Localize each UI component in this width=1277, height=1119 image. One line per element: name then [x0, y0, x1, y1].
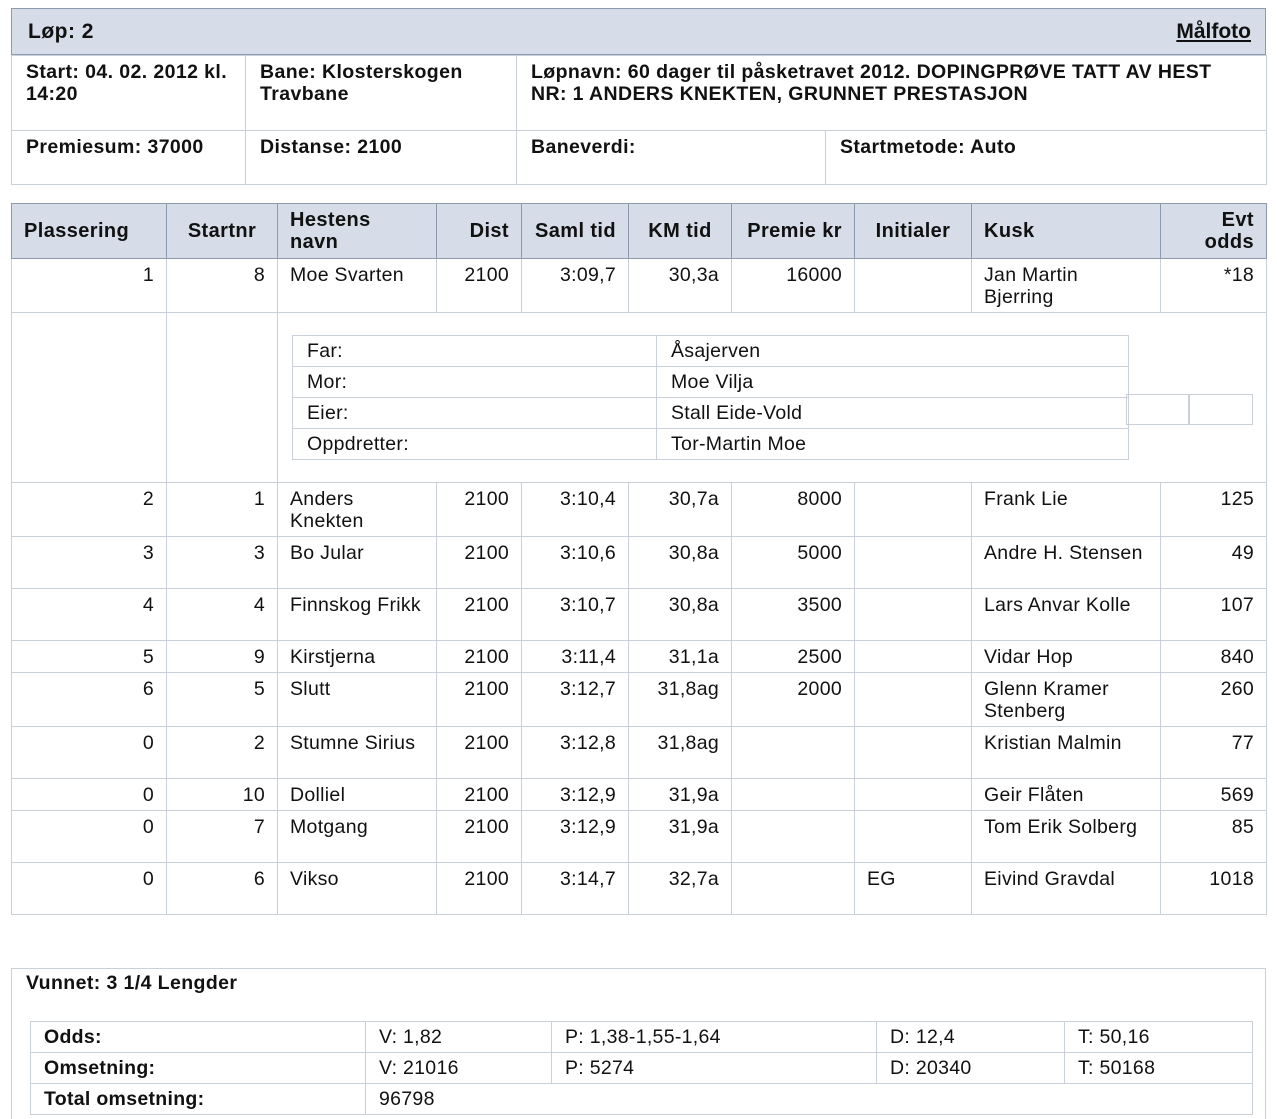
dist-cell: 2100 [437, 727, 522, 779]
race-info-table [11, 55, 1267, 185]
dist-cell: 2100 [437, 811, 522, 863]
distance-info: Distanse: 2100 [246, 131, 517, 185]
km-time-cell: 30,8a [629, 589, 732, 641]
horse-name-cell: Dolliel [278, 779, 437, 811]
place-cell: 1 [12, 259, 167, 313]
total-time-cell: 3:12,9 [522, 779, 629, 811]
odds-row [31, 1022, 1253, 1053]
driver-cell: Lars Anvar Kolle [972, 589, 1161, 641]
empty-cell [167, 313, 278, 483]
col-start-no[interactable]: Startnr [167, 204, 278, 259]
km-time-cell: 30,7a [629, 483, 732, 537]
col-driver[interactable]: Kusk [972, 204, 1161, 259]
table-row[interactable] [12, 863, 1267, 915]
place-cell: 4 [12, 589, 167, 641]
odds-cell: *18 [1161, 259, 1267, 313]
dist-cell: 2100 [437, 779, 522, 811]
horse-name-cell: Bo Jular [278, 537, 437, 589]
driver-cell: Tom Erik Solberg [972, 811, 1161, 863]
odds-cell: 840 [1161, 641, 1267, 673]
table-row[interactable] [12, 483, 1267, 537]
prize-cell: 16000 [732, 259, 855, 313]
km-time-cell: 31,8ag [629, 727, 732, 779]
table-row[interactable] [12, 537, 1267, 589]
total-time-cell: 3:09,7 [522, 259, 629, 313]
odds-win: V: 1,82 [366, 1022, 552, 1053]
initials-cell [855, 641, 972, 673]
km-time-cell: 30,8a [629, 537, 732, 589]
empty-cell [1126, 394, 1189, 425]
prize-cell [732, 811, 855, 863]
col-total-time[interactable]: Saml tid [522, 204, 629, 259]
race-name-info: Løpnavn: 60 dager til påsketravet 2012. DOPINGPRØVE TATT AV HEST NR: 1 ANDERS KNEKTEN, GRUNNET PRESTASJON [517, 56, 1267, 131]
track-value-info: Baneverdi: [517, 131, 826, 185]
dist-cell: 2100 [437, 483, 522, 537]
table-row[interactable] [12, 811, 1267, 863]
race-title: Løp: 2 [28, 20, 94, 43]
pedigree-item [293, 398, 1129, 429]
initials-cell [855, 727, 972, 779]
place-cell: 5 [12, 641, 167, 673]
km-time-cell: 31,9a [629, 811, 732, 863]
start-no-cell: 10 [167, 779, 278, 811]
total-time-cell: 3:10,6 [522, 537, 629, 589]
driver-cell: Kristian Malmin [972, 727, 1161, 779]
prize-cell: 2500 [732, 641, 855, 673]
dist-cell: 2100 [437, 537, 522, 589]
dist-cell: 2100 [437, 259, 522, 313]
prize-cell: 5000 [732, 537, 855, 589]
turnover-place: P: 5274 [552, 1053, 877, 1084]
results-header-row [12, 204, 1267, 259]
turnover-label: Omsetning: [31, 1053, 366, 1084]
driver-cell: Vidar Hop [972, 641, 1161, 673]
col-horse-name[interactable]: Hestens navn [278, 204, 437, 259]
initials-cell [855, 673, 972, 727]
odds-cell: 125 [1161, 483, 1267, 537]
initials-cell [855, 537, 972, 589]
empty-cell [12, 313, 167, 483]
start-no-cell: 9 [167, 641, 278, 673]
odds-trio: T: 50,16 [1065, 1022, 1253, 1053]
start-no-cell: 6 [167, 863, 278, 915]
driver-cell: Frank Lie [972, 483, 1161, 537]
prize-cell [732, 863, 855, 915]
initials-cell [855, 779, 972, 811]
horse-name-cell: Vikso [278, 863, 437, 915]
track-info: Bane: Klosterskogen Travbane [246, 56, 517, 131]
start-no-cell: 8 [167, 259, 278, 313]
odds-cell: 1018 [1161, 863, 1267, 915]
total-time-cell: 3:10,7 [522, 589, 629, 641]
pedigree-label: Eier: [293, 398, 657, 429]
km-time-cell: 30,3a [629, 259, 732, 313]
km-time-cell: 31,9a [629, 779, 732, 811]
odds-table [30, 1021, 1253, 1115]
table-row[interactable] [12, 673, 1267, 727]
pedigree-row [12, 313, 1267, 483]
horse-name-cell: Finnskog Frikk [278, 589, 437, 641]
odds-cell: 260 [1161, 673, 1267, 727]
odds-cell: 107 [1161, 589, 1267, 641]
driver-cell: Jan Martin Bjerring [972, 259, 1161, 313]
pedigree-table [292, 335, 1129, 460]
start-method-info: Startmetode: Auto [826, 131, 1267, 185]
total-time-cell: 3:11,4 [522, 641, 629, 673]
odds-double: D: 12,4 [877, 1022, 1065, 1053]
pedigree-value: Moe Vilja [657, 367, 1129, 398]
initials-cell [855, 483, 972, 537]
start-no-cell: 5 [167, 673, 278, 727]
photo-finish-link[interactable]: Målfoto [1176, 20, 1251, 43]
place-cell: 3 [12, 537, 167, 589]
col-prize[interactable]: Premie kr [732, 204, 855, 259]
total-time-cell: 3:12,8 [522, 727, 629, 779]
col-placement[interactable]: Plassering [12, 204, 167, 259]
driver-cell: Geir Flåten [972, 779, 1161, 811]
initials-cell [855, 811, 972, 863]
initials-cell [855, 589, 972, 641]
pedigree-label: Mor: [293, 367, 657, 398]
place-cell: 2 [12, 483, 167, 537]
table-row[interactable] [12, 259, 1267, 313]
turnover-trio: T: 50168 [1065, 1053, 1253, 1084]
initials-cell: EG [855, 863, 972, 915]
race-header [11, 8, 1266, 55]
initials-cell [855, 259, 972, 313]
start-no-cell: 3 [167, 537, 278, 589]
start-no-cell: 4 [167, 589, 278, 641]
total-time-cell: 3:14,7 [522, 863, 629, 915]
driver-cell: Eivind Gravdal [972, 863, 1161, 915]
col-km-time[interactable]: KM tid [629, 204, 732, 259]
pedigree-label: Far: [293, 336, 657, 367]
horse-name-cell: Motgang [278, 811, 437, 863]
dist-cell: 2100 [437, 641, 522, 673]
total-turnover-value: 96798 [366, 1084, 1253, 1115]
dist-cell: 2100 [437, 863, 522, 915]
odds-cell: 49 [1161, 537, 1267, 589]
prize-cell: 2000 [732, 673, 855, 727]
dist-cell: 2100 [437, 589, 522, 641]
table-row[interactable] [12, 727, 1267, 779]
turnover-row [31, 1053, 1253, 1084]
won-margin: Vunnet: 3 1/4 Lengder [26, 972, 238, 994]
pedigree-value: Åsajerven [657, 336, 1129, 367]
odds-cell: 77 [1161, 727, 1267, 779]
horse-name-cell: Moe Svarten [278, 259, 437, 313]
start-info: Start: 04. 02. 2012 kl. 14:20 [12, 56, 246, 131]
km-time-cell: 31,8ag [629, 673, 732, 727]
prize-cell [732, 727, 855, 779]
horse-name-cell: Kirstjerna [278, 641, 437, 673]
pedigree-item [293, 336, 1129, 367]
odds-place: P: 1,38-1,55-1,64 [552, 1022, 877, 1053]
km-time-cell: 31,1a [629, 641, 732, 673]
pedigree-value: Tor-Martin Moe [657, 429, 1129, 460]
total-time-cell: 3:12,9 [522, 811, 629, 863]
place-cell: 0 [12, 727, 167, 779]
prize-cell [732, 779, 855, 811]
turnover-win: V: 21016 [366, 1053, 552, 1084]
total-time-cell: 3:12,7 [522, 673, 629, 727]
start-no-cell: 1 [167, 483, 278, 537]
table-row[interactable] [12, 589, 1267, 641]
horse-name-cell: Stumne Sirius [278, 727, 437, 779]
prize-cell: 3500 [732, 589, 855, 641]
pedigree-item [293, 367, 1129, 398]
start-no-cell: 7 [167, 811, 278, 863]
col-initials[interactable]: Initialer [855, 204, 972, 259]
place-cell: 0 [12, 863, 167, 915]
empty-cell [1189, 394, 1253, 425]
odds-cell: 569 [1161, 779, 1267, 811]
place-cell: 0 [12, 811, 167, 863]
dist-cell: 2100 [437, 673, 522, 727]
total-time-cell: 3:10,4 [522, 483, 629, 537]
total-turnover-row [31, 1084, 1253, 1115]
km-time-cell: 32,7a [629, 863, 732, 915]
table-row[interactable] [12, 641, 1267, 673]
pedigree-container [278, 313, 1267, 483]
pedigree-value: Stall Eide-Vold [657, 398, 1129, 429]
place-cell: 0 [12, 779, 167, 811]
pedigree-item [293, 429, 1129, 460]
prize-cell: 8000 [732, 483, 855, 537]
odds-label: Odds: [31, 1022, 366, 1053]
total-turnover-label: Total omsetning: [31, 1084, 366, 1115]
results-table [11, 203, 1267, 915]
col-odds[interactable]: Evt odds [1161, 204, 1267, 259]
horse-name-cell: Anders Knekten [278, 483, 437, 537]
odds-cell: 85 [1161, 811, 1267, 863]
start-no-cell: 2 [167, 727, 278, 779]
place-cell: 6 [12, 673, 167, 727]
turnover-double: D: 20340 [877, 1053, 1065, 1084]
col-dist[interactable]: Dist [437, 204, 522, 259]
horse-name-cell: Slutt [278, 673, 437, 727]
pedigree-label: Oppdretter: [293, 429, 657, 460]
prize-sum-info: Premiesum: 37000 [12, 131, 246, 185]
table-row[interactable] [12, 779, 1267, 811]
driver-cell: Andre H. Stensen [972, 537, 1161, 589]
driver-cell: Glenn Kramer Stenberg [972, 673, 1161, 727]
